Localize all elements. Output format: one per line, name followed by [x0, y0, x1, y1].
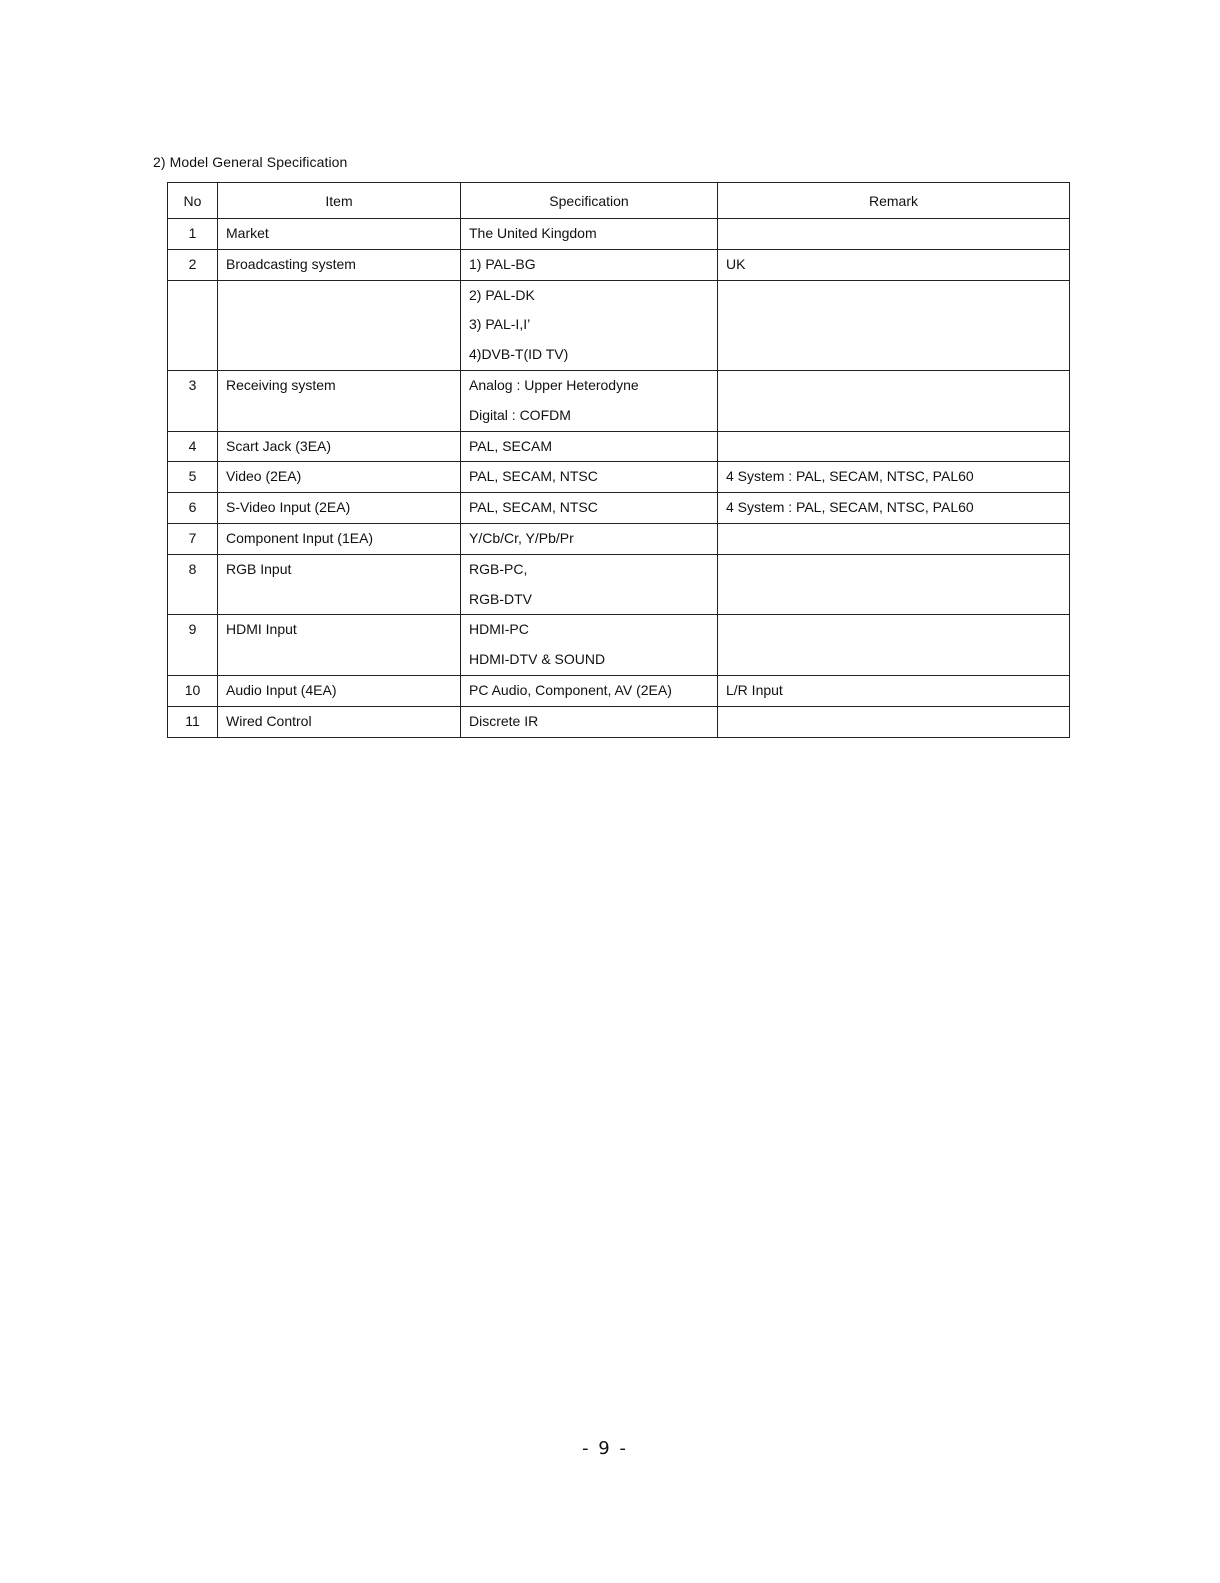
cell-item	[218, 370, 461, 431]
cell-no	[168, 280, 218, 370]
cell-specification	[461, 523, 718, 554]
row-number: 3	[188, 376, 197, 393]
table-row	[168, 675, 1070, 706]
cell-specification	[461, 462, 718, 493]
remark-text	[718, 432, 1069, 462]
table-row	[168, 706, 1070, 737]
specification-line: Digital : COFDM	[469, 406, 571, 423]
row-number: 1	[188, 225, 197, 241]
cell-specification	[461, 249, 718, 280]
item-text: Video (2EA)	[226, 468, 302, 485]
row-number: 2	[188, 255, 197, 272]
cell-item	[218, 249, 461, 280]
cell-item	[218, 523, 461, 554]
cell-no	[168, 249, 218, 280]
table-row	[168, 615, 1070, 676]
cell-specification	[461, 280, 718, 370]
row-number: 10	[184, 681, 201, 698]
header-specification: Specification	[461, 183, 718, 219]
row-number	[168, 281, 217, 311]
specification-line: RGB-DTV	[469, 590, 532, 607]
cell-remark	[718, 370, 1070, 431]
item-text: HDMI Input	[226, 621, 297, 638]
cell-remark	[718, 431, 1070, 462]
cell-specification	[461, 431, 718, 462]
cell-specification	[461, 675, 718, 706]
remark-text	[718, 524, 1069, 554]
row-number: 6	[188, 499, 197, 516]
section-heading: 2) Model General Specification	[153, 154, 348, 170]
cell-remark	[718, 706, 1070, 737]
cell-remark	[718, 462, 1070, 493]
item-text: S-Video Input (2EA)	[226, 499, 351, 516]
remark-text	[718, 555, 1069, 585]
spec-table	[167, 182, 1070, 738]
cell-item	[218, 462, 461, 493]
header-no: No	[168, 183, 218, 219]
table-row	[168, 431, 1070, 462]
cell-no	[168, 493, 218, 524]
cell-item	[218, 219, 461, 250]
cell-specification	[461, 554, 718, 615]
item-text: Broadcasting system	[226, 255, 356, 272]
specification-line: 2) PAL-DK	[469, 286, 535, 303]
cell-specification	[461, 219, 718, 250]
specification-line: PAL, SECAM	[469, 437, 552, 454]
remark-text: L/R Input	[726, 681, 783, 698]
table-row	[168, 280, 1070, 370]
item-text: Wired Control	[226, 712, 312, 729]
cell-no	[168, 675, 218, 706]
cell-no	[168, 615, 218, 676]
table-row	[168, 493, 1070, 524]
header-item: Item	[218, 183, 461, 219]
table-row	[168, 523, 1070, 554]
specification-line: Discrete IR	[469, 712, 539, 729]
specification-line: 3) PAL-I,I’	[469, 316, 531, 333]
specification-line: HDMI-DTV & SOUND	[469, 651, 606, 668]
cell-no	[168, 431, 218, 462]
remark-text: 4 System : PAL, SECAM, NTSC, PAL60	[726, 468, 974, 485]
table-row	[168, 219, 1070, 250]
cell-no	[168, 219, 218, 250]
table-header-row	[168, 183, 1070, 219]
item-text: Market	[226, 225, 269, 241]
cell-specification	[461, 370, 718, 431]
cell-remark	[718, 493, 1070, 524]
specification-line: Y/Cb/Cr, Y/Pb/Pr	[469, 529, 574, 546]
cell-no	[168, 462, 218, 493]
cell-remark	[718, 249, 1070, 280]
table-row	[168, 370, 1070, 431]
remark-text	[718, 615, 1069, 645]
cell-remark	[718, 554, 1070, 615]
specification-line: PAL, SECAM, NTSC	[469, 499, 598, 516]
specification-line: 4)DVB-T(ID TV)	[469, 346, 569, 363]
row-number: 8	[188, 560, 197, 577]
remark-text	[718, 219, 1069, 249]
cell-item	[218, 493, 461, 524]
cell-remark	[718, 219, 1070, 250]
row-number: 9	[188, 621, 197, 638]
cell-item	[218, 615, 461, 676]
remark-text	[718, 281, 1069, 311]
cell-item	[218, 706, 461, 737]
row-number: 4	[188, 437, 197, 454]
page-number: - 9 -	[582, 1438, 628, 1459]
table-row	[168, 249, 1070, 280]
cell-item	[218, 675, 461, 706]
cell-specification	[461, 615, 718, 676]
cell-no	[168, 706, 218, 737]
item-text: Receiving system	[226, 376, 336, 393]
row-number: 7	[188, 529, 197, 546]
specification-line: 1) PAL-BG	[469, 255, 536, 272]
table-body	[168, 219, 1070, 738]
cell-remark	[718, 675, 1070, 706]
specification-line: RGB-PC,	[469, 560, 528, 577]
item-text: Scart Jack (3EA)	[226, 437, 332, 454]
cell-specification	[461, 706, 718, 737]
row-number: 11	[185, 712, 200, 729]
cell-no	[168, 370, 218, 431]
cell-remark	[718, 280, 1070, 370]
cell-no	[168, 523, 218, 554]
specification-line: HDMI-PC	[469, 621, 529, 638]
cell-no	[168, 554, 218, 615]
item-text: RGB Input	[226, 560, 292, 577]
remark-text: 4 System : PAL, SECAM, NTSC, PAL60	[726, 499, 974, 516]
table-row	[168, 554, 1070, 615]
item-text	[218, 281, 460, 311]
cell-specification	[461, 493, 718, 524]
cell-item	[218, 280, 461, 370]
remark-text	[718, 371, 1069, 401]
specification-line: PC Audio, Component, AV (2EA)	[469, 681, 672, 698]
cell-remark	[718, 523, 1070, 554]
specification-line: Analog : Upper Heterodyne	[469, 376, 639, 393]
item-text: Audio Input (4EA)	[226, 681, 337, 698]
header-remark: Remark	[718, 183, 1070, 219]
cell-item	[218, 554, 461, 615]
remark-text	[718, 707, 1069, 737]
specification-line: The United Kingdom	[469, 225, 597, 241]
cell-remark	[718, 615, 1070, 676]
cell-item	[218, 431, 461, 462]
row-number: 5	[188, 468, 197, 485]
item-text: Component Input (1EA)	[226, 529, 374, 546]
remark-text: UK	[726, 255, 746, 272]
table-row	[168, 462, 1070, 493]
specification-line: PAL, SECAM, NTSC	[469, 468, 598, 485]
